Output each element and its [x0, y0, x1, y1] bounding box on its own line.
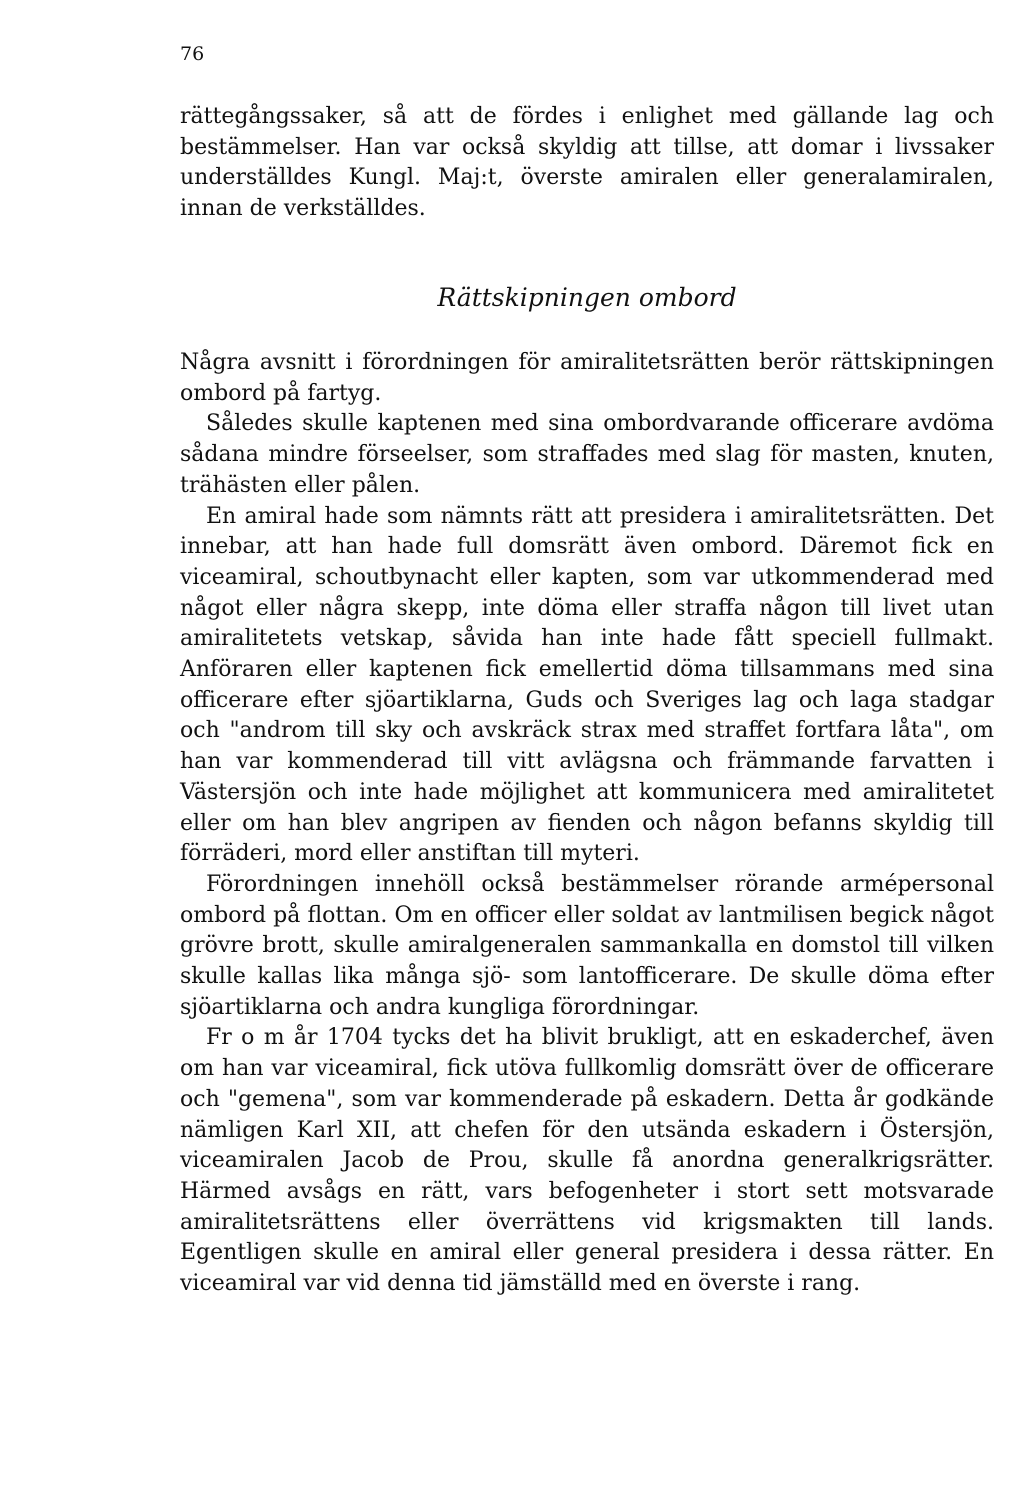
section-body: [180, 348, 994, 1300]
intro-paragraph-block: [180, 102, 994, 224]
paragraph-5: Fr o m år 1704 tycks det ha blivit brukligt, att en eskaderchef, även om han var viceamiral, fick utöva fullkomlig domsrätt över de officerare och "gemena", som var kommenderade på eskadern. Detta år godkände nämligen Karl XII, att chefen för den utsända eskadern i Östersjön, viceamiralen Jacob de Prou, skulle få anordna generalkrigsrätter. Härmed avsågs en rätt, vars befogenheter i stort sett motsvarade amiralitetsrättens eller överrättens vid krigsmakten till lands. Egentligen skulle en amiral eller general presidera i dessa rätter. En viceamiral var vid denna tid jämställd med en överste i rang.: [180, 1025, 994, 1297]
paragraph-4: Förordningen innehöll också bestämmelser rörande armépersonal ombord på flottan. Om en officer eller soldat av lantmilisen begick något grövre brott, skulle amiralgeneralen sammankalla en domstol till vilken skulle kallas lika många sjö- som lantofficerare. De skulle döma efter sjöartiklarna och andra kungliga förordningar.: [180, 871, 994, 1020]
intro-paragraph: rättegångssaker, så att de fördes i enlighet med gällande lag och bestämmelser. Han var också skyldig att tillse, att domar i livssaker underställdes Kungl. Maj:t, överste amiralen eller generalamiralen, innan de verkställdes.: [180, 104, 994, 221]
paragraph-3: En amiral hade som nämnts rätt att presidera i amiralitetsrätten. Det innebar, att han hade full domsrätt även ombord. Däremot fick en viceamiral, schoutbynacht eller kapten, som var utkommenderad med något eller några skepp, inte döma eller straffa någon till livet utan amiralitetets vetskap, såvida han inte hade fått speciell fullmakt. Anföraren eller kaptenen fick emellertid döma tillsammans med sina officerare efter sjöartiklarna, Guds och Sveriges lag och laga stadgar och "androm till sky och avskräck strax med straffet fortfara låta", om han var kommenderad till vitt avlägsna och främmande farvatten i Västersjön och inte hade möjlighet att kommunicera med amiralitetet eller om han blev angripen av fienden och någon befanns skyldig till förräderi, mord eller anstiftan till myteri.: [180, 503, 994, 867]
paragraph-1: Några avsnitt i förordningen för amiralitetsrätten berör rättskipningen ombord på fartyg.: [180, 350, 994, 406]
section-heading: Rättskipningen ombord: [437, 283, 737, 312]
page-number: 76: [180, 43, 205, 65]
paragraph-2: Således skulle kaptenen med sina ombordvarande officerare avdöma sådana mindre förseelser, som straffades med slag för masten, knuten, trähästen eller pålen.: [180, 411, 994, 498]
